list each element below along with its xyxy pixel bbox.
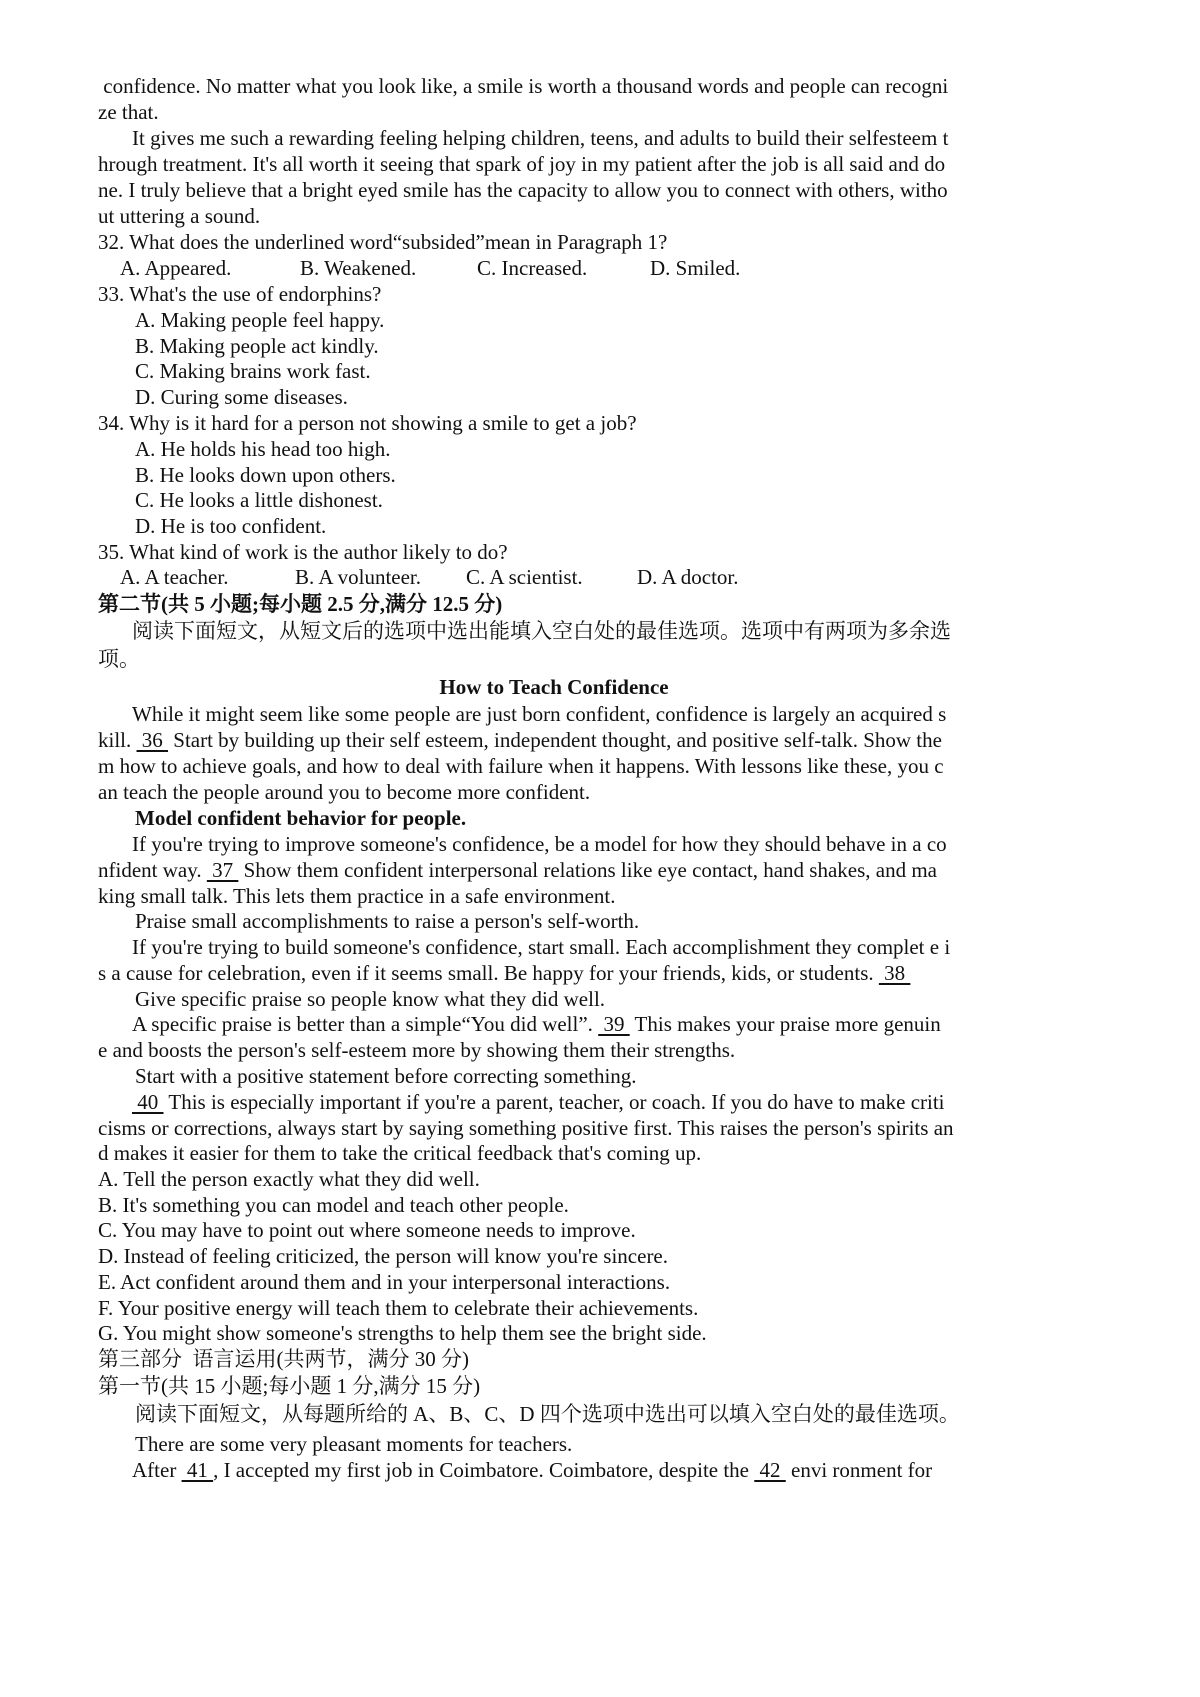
paragraph-line: If you're trying to improve someone's confidence, be a model for how they should behave in a co [132, 832, 947, 856]
section-instruction: 阅读下面短文，从短文后的选项中选出能填入空白处的最佳选项。选项中有两项为多余选 [132, 619, 951, 643]
choice-g: G. You might show someone's strengths to help them see the bright side. [98, 1321, 707, 1345]
paragraph-line: m how to achieve goals, and how to deal with failure when it happens. With lessons like these, you c [98, 754, 944, 778]
question-33-stem: 33. What's the use of endorphins? [98, 282, 382, 306]
passage-line: ut uttering a sound. [98, 204, 261, 228]
question-33-option-c: C. Making brains work fast. [135, 359, 371, 383]
part-heading: 第三部分 语言运用(共两节，满分 30 分) [98, 1347, 469, 1371]
question-34-option-b: B. He looks down upon others. [135, 463, 396, 487]
question-32-option-b: B. Weakened. [300, 256, 417, 280]
passage-line: confidence. No matter what you look like, a smile is worth a thousand words and people can recogni [98, 74, 949, 98]
question-34-option-c: C. He looks a little dishonest. [135, 488, 383, 512]
cloze-line: After 41 , I accepted my first job in Coimbatore. Coimbatore, despite the 42 envi ronment for [132, 1458, 933, 1482]
passage-line: It gives me such a rewarding feeling helping children, teens, and adults to build their selfesteem t [132, 126, 949, 150]
question-35-option-a: A. A teacher. [120, 565, 229, 589]
paragraph-line: s a cause for celebration, even if it seems small. Be happy for your friends, kids, or students. 38 [98, 961, 911, 985]
section-heading: 第二节(共 5 小题;每小题 2.5 分,满分 12.5 分) [98, 592, 503, 616]
section-heading: 第一节(共 15 小题;每小题 1 分,满分 15 分) [98, 1374, 481, 1398]
paragraph-line: cisms or corrections, always start by saying something positive first. This raises the person's spirits an [98, 1116, 954, 1140]
choice-c: C. You may have to point out where someone needs to improve. [98, 1218, 636, 1242]
article-title: How to Teach Confidence [439, 675, 669, 699]
passage-line: hrough treatment. It's all worth it seeing that spark of joy in my patient after the job is all said and do [98, 152, 946, 176]
blank-42[interactable]: 42 [754, 1458, 786, 1482]
question-33-option-b: B. Making people act kindly. [135, 334, 379, 358]
question-35-option-b: B. A volunteer. [295, 565, 421, 589]
question-34-option-a: A. He holds his head too high. [135, 437, 391, 461]
choice-d: D. Instead of feeling criticized, the person will know you're sincere. [98, 1244, 669, 1268]
paragraph-line: kill. 36 Start by building up their self esteem, independent thought, and positive self-talk. Show the [98, 728, 942, 752]
blank-37[interactable]: 37 [206, 858, 239, 882]
paragraph-line: 40 This is especially important if you're a parent, teacher, or coach. If you do have to make criti [132, 1090, 945, 1114]
question-34-stem: 34. Why is it hard for a person not showing a smile to get a job? [98, 411, 637, 435]
question-34-option-d: D. He is too confident. [135, 514, 327, 538]
question-35-stem: 35. What kind of work is the author likely to do? [98, 540, 508, 564]
blank-36[interactable]: 36 [136, 728, 169, 752]
paragraph-line: nfident way. 37 Show them confident interpersonal relations like eye contact, hand shakes, and ma [98, 858, 937, 882]
paragraph-line: While it might seem like some people are just born confident, confidence is largely an acquired s [132, 702, 947, 726]
question-32-option-a: A. Appeared. [120, 256, 232, 280]
paragraph-line: d makes it easier for them to take the critical feedback that's coming up. [98, 1141, 702, 1165]
blank-41[interactable]: 41 [181, 1458, 214, 1482]
question-33-option-d: D. Curing some diseases. [135, 385, 348, 409]
subheading: Start with a positive statement before correcting something. [135, 1064, 637, 1088]
blank-40[interactable]: 40 [132, 1090, 164, 1114]
paragraph-line: e and boosts the person's self-esteem more by showing them their strengths. [98, 1038, 736, 1062]
choice-f: F. Your positive energy will teach them to celebrate their achievements. [98, 1296, 699, 1320]
question-35-option-c: C. A scientist. [466, 565, 583, 589]
subheading: Give specific praise so people know what they did well. [135, 987, 606, 1011]
cloze-line: There are some very pleasant moments for teachers. [135, 1432, 573, 1456]
question-32-option-c: C. Increased. [477, 256, 588, 280]
choice-b: B. It's something you can model and teach other people. [98, 1193, 569, 1217]
choice-e: E. Act confident around them and in your interpersonal interactions. [98, 1270, 671, 1294]
subheading: Praise small accomplishments to raise a person's self-worth. [135, 909, 640, 933]
passage-line: ne. I truly believe that a bright eyed smile has the capacity to allow you to connect with others, witho [98, 178, 948, 202]
subheading: Model confident behavior for people. [135, 806, 467, 830]
paragraph-line: A specific praise is better than a simple“You did well”. 39 This makes your praise more genuin [132, 1012, 941, 1036]
section-instruction: 项。 [98, 647, 140, 671]
question-32-stem: 32. What does the underlined word“subsided”mean in Paragraph 1? [98, 230, 668, 254]
blank-39[interactable]: 39 [598, 1012, 630, 1036]
paragraph-line: an teach the people around you to become more confident. [98, 780, 591, 804]
section-instruction: 阅读下面短文，从每题所给的 A、B、C、D 四个选项中选出可以填入空白处的最佳选项。 [135, 1402, 960, 1426]
question-35-option-d: D. A doctor. [637, 565, 739, 589]
passage-line: ze that. [98, 100, 159, 124]
question-33-option-a: A. Making people feel happy. [135, 308, 385, 332]
paragraph-line: king small talk. This lets them practice in a safe environment. [98, 884, 616, 908]
question-32-option-d: D. Smiled. [650, 256, 741, 280]
blank-38[interactable]: 38 [878, 961, 911, 985]
choice-a: A. Tell the person exactly what they did well. [98, 1167, 480, 1191]
paragraph-line: If you're trying to build someone's confidence, start small. Each accomplishment they complet e i [132, 935, 951, 959]
